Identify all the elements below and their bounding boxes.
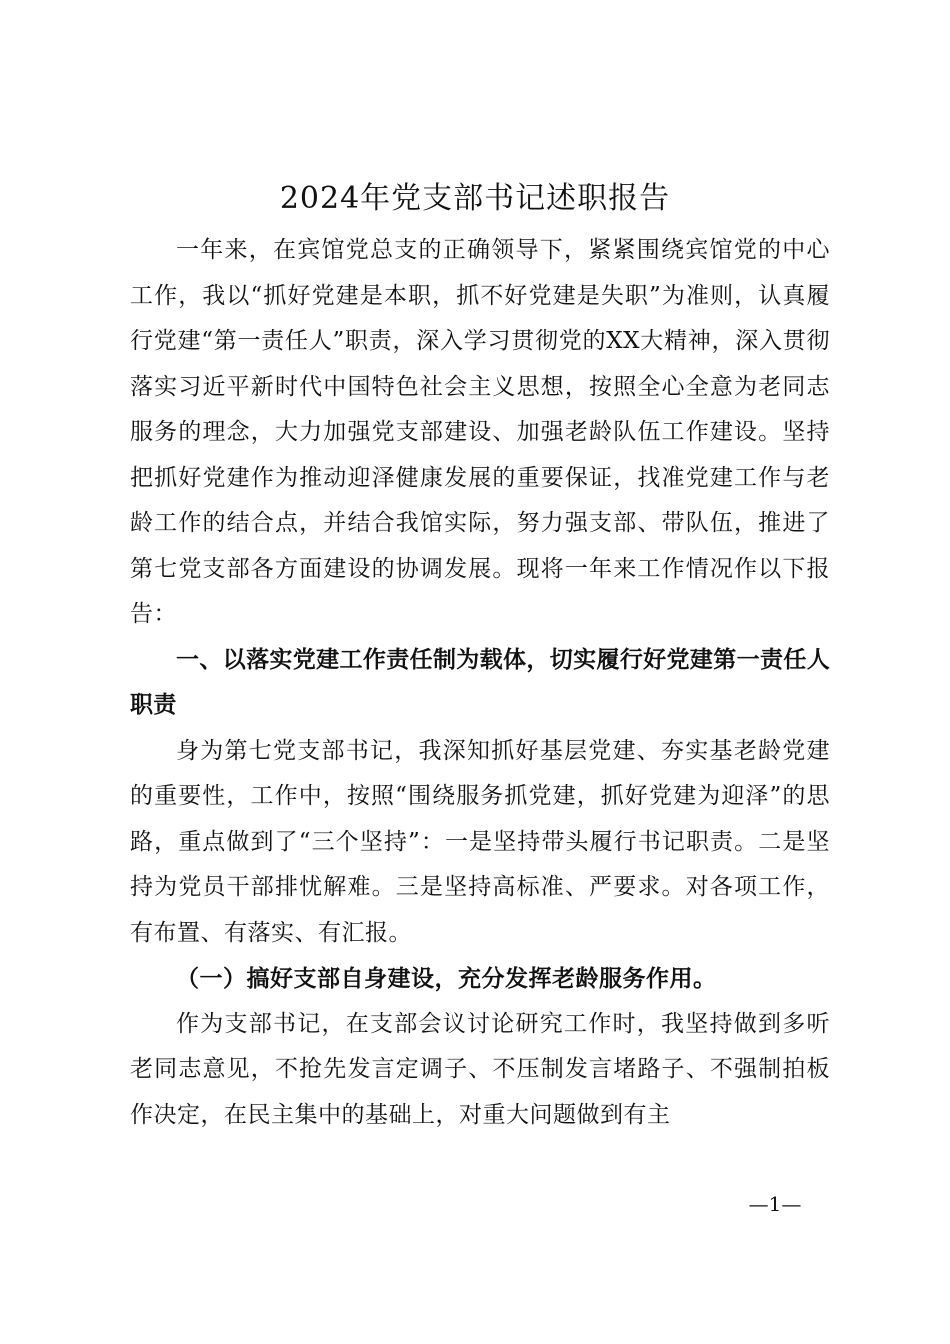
page-number: —1— [748,1192,802,1216]
document-title: 2024年党支部书记述职报告 [279,181,671,216]
section-heading-1: 一、以落实党建工作责任制为载体，切实履行好党建第一责任人职责 [130,646,830,718]
document-body [130,228,830,1138]
intro-paragraph: 一年来，在宾馆党总支的正确领导下，紧紧围绕宾馆党的中心工作，我以“抓好党建是本职，抓不好党建是失职”为准则，认真履行党建“第一责任人”职责，深入学习贯彻党的XX大精神，深入贯彻落实习近平新时代中国特色社会主义思想，按照全心全意为老同志服务的理念，大力加强党支部建设、加强老龄队伍工作建设。坚持把抓好党建作为推动迎泽健康发展的重要保证，找准党建工作与老龄工作的结合点，并结合我馆实际，努力强支部、带队伍，推进了第七党支部各方面建设的协调发展。现将一年来工作情况作以下报告： [130,237,830,627]
subsection-heading-1: （一）搞好支部自身建设，充分发挥老龄服务作用。 [176,965,717,992]
subsection-1-paragraph: 作为支部书记，在支部会议讨论研究工作时，我坚持做到多听老同志意见，不抢先发言定调子、不压制发言堵路子、不强制拍板作决定，在民主集中的基础上，对重大问题做到有主 [130,1010,830,1128]
section-1-paragraph: 身为第七党支部书记，我深知抓好基层党建、夯实基老龄党建的重要性，工作中，按照“围绕服务抓党建，抓好党建为迎泽”的思路，重点做到了“三个坚持”：一是坚持带头履行书记职责。二是坚持为党员干部排忧解难。三是坚持高标准、严要求。对各项工作，有布置、有落实、有汇报。 [130,737,830,946]
